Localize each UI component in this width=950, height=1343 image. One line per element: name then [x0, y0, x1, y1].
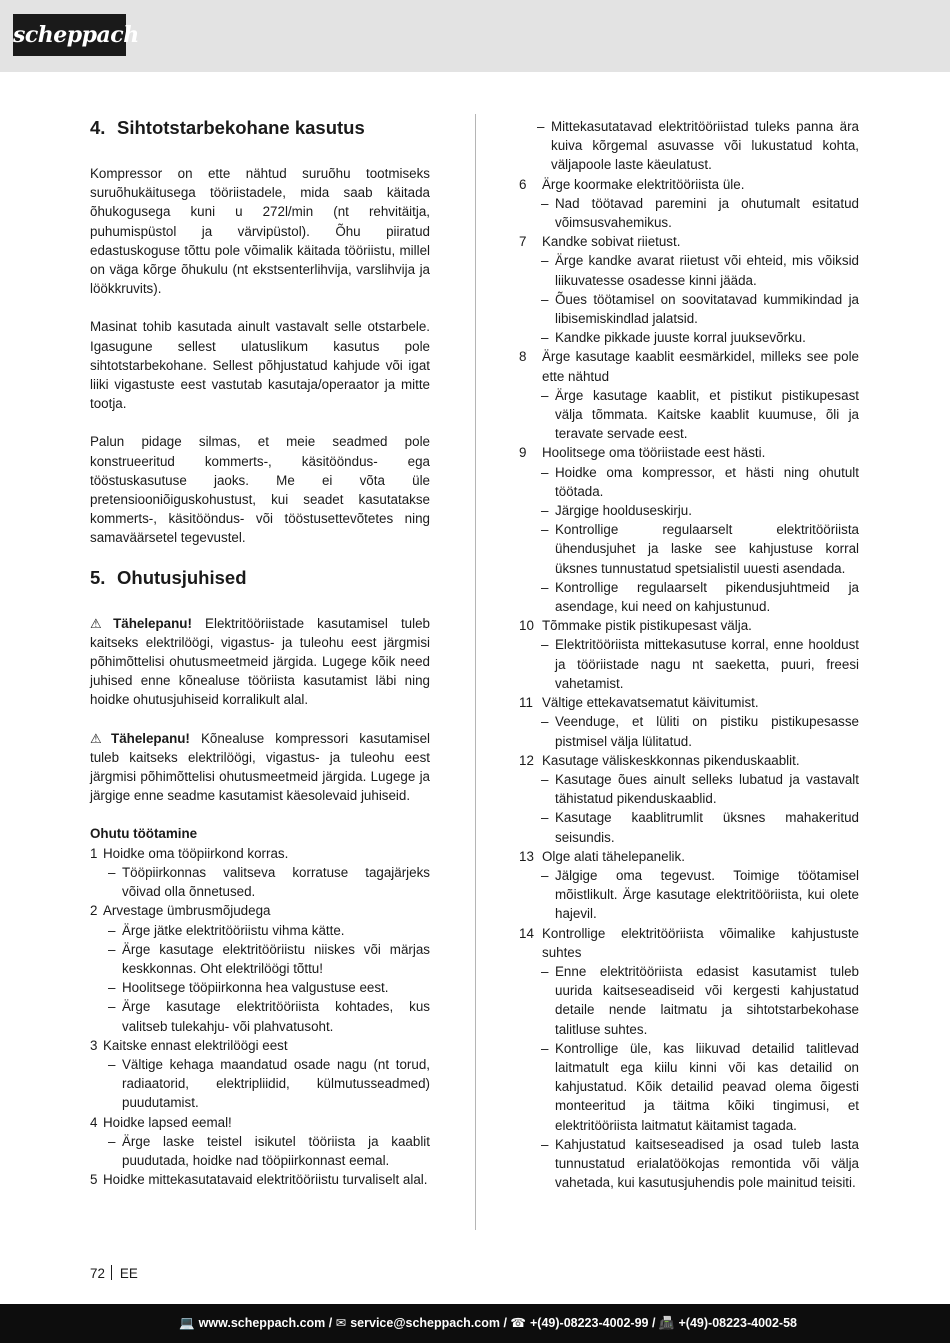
- section-5-heading: 5. Ohutusjuhised: [90, 566, 247, 588]
- safe-work-subheading: Ohutu töötamine: [90, 826, 198, 842]
- list-item-text: Arvestage ümbrusmõjudega: [103, 903, 271, 919]
- list-subitem: – Kasutage kaablitrumlit üksnes mahakeritud seisundis.: [519, 808, 859, 846]
- list-subitem-text: Kandke pikkade juuste korral juuksevõrku.: [555, 330, 806, 346]
- list-subitem-text: Ärge kasutage elektritööriista kohtades, kus valitseb tulekahju- või plahvatusoht.: [122, 999, 430, 1034]
- right-column: [519, 117, 859, 1192]
- list-item: [519, 175, 859, 194]
- list-subitem: – Mittekasutatavad elektritööriistad tuleks panna ära kuiva kõrgemal asuvasse või lukustatud kohta, väljapoole laste käeulatust.: [537, 119, 859, 173]
- list-item-number: 14: [519, 925, 534, 941]
- list-subitem: – Ärge kasutage kaablit, et pistikut pistikupesast välja tõmmata. Kaitske kaablit kuumuse, õli ja teravate servade eest.: [519, 386, 859, 444]
- list-item-text: Kandke sobivat riietust.: [542, 234, 681, 250]
- list-subitem: – Veenduge, et lüliti on pistiku pistikupesasse pistmisel välja lülitatud.: [519, 712, 859, 750]
- list-subitem: – Nad töötavad paremini ja ohutumalt esitatud võimsusvahemikus.: [519, 194, 859, 232]
- list-subitem-text: Kontrollige regulaarselt pikendusjuhtmeid ja asendage, kui need on kahjustunud.: [555, 579, 859, 615]
- list-item: [519, 693, 859, 712]
- list-subitem: – Enne elektritööriista edasist kasutamist tuleb uurida kaitseseadiseid või kergesti kahjustatud detaile nende laitmatu ja sihtotstarbekohase talitluse suhtes.: [519, 962, 859, 1039]
- warning-paragraph-1: ⚠ Tähelepanu! Elektritööriistade kasutamisel tuleb kaitseks elektrilöögi, vigastus- ja tuleohu eest järgmisi põhimõttelisi ohutusmeetmeid järgida. Lugege kõik need juhised enne kõnealuse tööriista kasutamist läbi ning hoidke ohutusjuhiseid korralikult alal.: [90, 615, 431, 708]
- email-link[interactable]: service@scheppach.com /: [350, 1316, 507, 1330]
- phone-number: +(49)-08223-4002-99 /: [530, 1316, 656, 1330]
- list-subitem: – Vältige kehaga maandatud osade nagu (nt torud, radiaatorid, elektripliidid, külmutusseadmed) puudutamist.: [90, 1055, 430, 1113]
- list-subitem-text: Jälgige oma tegevust. Toimige töötamisel mõistlikult. Ärge kasutage elektritööriista, kui olete hajevil.: [555, 867, 859, 922]
- list-item-number: 1: [90, 845, 98, 861]
- list-item: [90, 901, 430, 920]
- safety-list-left: [90, 844, 430, 1190]
- mail-icon: ✉: [335, 1316, 347, 1330]
- list-subitem-text: Enne elektritööriista edasist kasutamist tuleb uurida kaitseseadiseid või kergesti kahjustatud detaile nende laitmatu ja sihtotstarbekohase talitluse suhtes.: [555, 963, 859, 1037]
- fax-number: +(49)-08223-4002-58: [678, 1316, 797, 1330]
- page-number: 72: [90, 1266, 105, 1281]
- warning-triangle-icon: ⚠: [90, 730, 110, 746]
- page-footer: [90, 1264, 138, 1283]
- phone-icon: ☎: [510, 1316, 526, 1330]
- list-subitem-text: Kasutage õues ainult selleks lubatud ja vastavalt tähistatud pikenduskaablid.: [555, 771, 859, 807]
- list-subitem-text: Tööpiirkonnas valitseva korratuse tagajärjeks võivad olla õnnetused.: [122, 864, 430, 900]
- list-subitem: – Ärge kasutage elektritööriista kohtades, kus valitseb tulekahju- või plahvatusoht.: [90, 997, 430, 1035]
- section-4-heading: 4. Sihtotstarbekohane kasutus: [90, 117, 365, 138]
- list-subitem: – Hoidke oma kompressor, et hästi ning ohutult töötada.: [519, 463, 859, 501]
- list-item-number: 2: [90, 903, 98, 919]
- list-subitem-text: Järgige hoolduseskirju.: [555, 503, 692, 519]
- website-link[interactable]: www.scheppach.com /: [198, 1316, 333, 1330]
- list-subitem-text: Kahjustatud kaitseseadised ja osad tuleb lasta tunnustatud erialatöökojas remontida või välja vahetada, kui kasutusjuhendis pole mainitud teisiti.: [555, 1136, 859, 1191]
- list-item-number: 12: [519, 752, 534, 768]
- list-item: [90, 1170, 430, 1189]
- list-item: [519, 443, 859, 462]
- list-item-text: Kontrollige elektritööriista võimalike kahjustuste suhtes: [542, 925, 859, 960]
- list-item: [90, 1036, 430, 1055]
- footer-separator: [111, 1265, 112, 1280]
- list-item: [519, 751, 859, 770]
- list-subitem: – Kasutage õues ainult selleks lubatud ja vastavalt tähistatud pikenduskaablid.: [519, 770, 859, 808]
- list-subitem-text: Hoolitsege tööpiirkonna hea valgustuse eest.: [122, 980, 389, 996]
- list-subitem-text: Kontrollige regulaarselt elektritööriista ühendusjuhet ja laske see kahjustuse korral üksnes tunnustatud spetsialistil uuesti asendada.: [555, 522, 859, 576]
- list-item-text: Kaitske ennast elektrilöögi eest: [103, 1037, 288, 1053]
- list-item-text: Ärge koormake elektritööriista üle.: [542, 176, 745, 192]
- list-item-text: Tõmmake pistik pistikupesast välja.: [542, 618, 752, 634]
- list-item-text: Olge alati tähelepanelik.: [542, 848, 685, 864]
- intended-use-paragraph-2: Masinat tohib kasutada ainult vastavalt selle otstarbele. Igasugune sellest ulatuslikum kasutus pole sihtotstarbekohane. Sellest põhjustatud kahjude või igat liiki vigastuste eest vastutab kasutaja/operaator ja mitte tootja.: [90, 319, 430, 412]
- left-column: [90, 117, 430, 1189]
- list-item: [519, 924, 859, 962]
- list-subitem-text: Ärge laske teistel isikutel tööriista ja kaablit puudutada, hoidke nad tööpiirkonnast eemal.: [122, 1133, 430, 1168]
- list-subitem: – Kontrollige regulaarselt pikendusjuhtmeid ja asendage, kui need on kahjustunud.: [519, 578, 859, 616]
- list-item-text: Kasutage väliskeskkonnas pikenduskaablit.: [542, 752, 800, 768]
- list-item: [90, 844, 430, 863]
- list-item: [519, 232, 859, 251]
- list-item-number: 5: [90, 1172, 98, 1188]
- list-subitem-text: Vältige kehaga maandatud osade nagu (nt torud, radiaatorid, elektripliidid, külmutusseadmed) puudutamist.: [122, 1056, 430, 1111]
- list-item-number: 8: [519, 349, 527, 365]
- warning-paragraph-2: ⚠ Tähelepanu! Kõnealuse kompressori kasutamisel tuleb kaitseks elektrilöögi, vigastus- ja tuleohu eest järgmisi põhimõttelisi ohutusmeetmeid järgida. Lugege ja järgige enne seadme kasutamist käesolevaid juhiseid.: [90, 730, 431, 804]
- language-code: EE: [119, 1266, 138, 1281]
- list-subitem-text: Ärge kandke avarat riietust või ehteid, mis võiksid liikuvatesse osadesse kinni jääda.: [555, 253, 859, 288]
- list-subitem: – Elektritööriista mittekasutuse korral, enne hooldust ja tööriistade nagu nt saeketta, puuri, freesi vahetamist.: [519, 635, 859, 693]
- list-item: [90, 1113, 430, 1132]
- column-divider: [475, 114, 476, 1230]
- list-item: [519, 616, 859, 635]
- list-subitem: – Kontrollige regulaarselt elektritööriista ühendusjuhet ja laske see kahjustuse korral üksnes tunnustatud spetsialistil uuesti asendada.: [519, 520, 859, 578]
- scheppach-logo: scheppach: [13, 14, 126, 56]
- list-subitem: – Ärge laske teistel isikutel tööriista ja kaablit puudutada, hoidke nad tööpiirkonnast eemal.: [90, 1132, 430, 1170]
- header-bar: [0, 0, 950, 72]
- list-subitem: – Ärge kandke avarat riietust või ehteid, mis võiksid liikuvatesse osadesse kinni jääda.: [519, 251, 859, 289]
- list-subitem: – Kontrollige üle, kas liikuvad detailid talitlevad laitmatult ega kiilu kinni või kas detailid on kahjustatud. Kõik detailid peavad olema õigesti monteeritud ja täitma kõiki tingimusi, et elektritööriista laitmatut käitamist tagada.: [519, 1039, 859, 1135]
- safety-list-right: [519, 175, 859, 1193]
- list-subitem-text: Ärge jätke elektritööriistu vihma kätte.: [122, 922, 345, 938]
- list-item-number: 13: [519, 848, 534, 864]
- list-item-text: Hoidke oma tööpiirkond korras.: [103, 845, 289, 861]
- list-item-text: Hoolitsege oma tööriistade eest hästi.: [542, 445, 766, 461]
- list-subitem-text: Veenduge, et lüliti on pistiku pistikupesasse pistmisel välja lülitatud.: [555, 714, 859, 749]
- intended-use-paragraph-3: Palun pidage silmas, et meie seadmed pole konstrueeritud kommerts-, käsitööndus- ega tööstuskasutuse jaoks. Me ei võta üle pretensiooniõiguskohustust, kui seadet kasutatakse kommerts-, käsitööndus- või tööstusettevõtetes ning samaväärsetel tegevustel.: [90, 434, 430, 546]
- list-subitem: – Ärge kasutage elektritööriistu niiskes või märjas keskkonnas. Oht elektrilöögi tõttu!: [90, 940, 430, 978]
- list-subitem-text: Hoidke oma kompressor, et hästi ning ohutult töötada.: [555, 464, 859, 499]
- list-item-text: Hoidke lapsed eemal!: [103, 1114, 232, 1130]
- fax-icon: 📠: [658, 1316, 675, 1330]
- list-subitem: – Kandke pikkade juuste korral juuksevõrku.: [519, 328, 859, 347]
- list-item-number: 11: [519, 695, 533, 711]
- list-item-number: 7: [519, 234, 527, 250]
- list-item-number: 10: [519, 618, 534, 634]
- computer-icon: 💻: [179, 1316, 195, 1330]
- intended-use-paragraph-1: Kompressor on ette nähtud suruõhu tootmiseks suruõhukäitusega tööriistadele, mida saab käitada õhukogusega kuni u 272l/min (nt rehvitäitja, puhumispüstol ja värvipüstol). Õhu piiratud edastuskoguse tõttu pole võimalik käitada tööriistu, millel on väga kõrge õhukulu (nt ekstsenterlihvija, varslihvija ja löökkruvits).: [90, 166, 430, 297]
- list-item-number: 9: [519, 445, 527, 461]
- contact-line: [179, 1304, 797, 1343]
- list-subitem: – Jälgige oma tegevust. Toimige töötamisel mõistlikult. Ärge kasutage elektritööriista, kui olete hajevil.: [519, 866, 859, 924]
- list-item-text: Ärge kasutage kaablit eesmärkidel, milleks see pole ette nähtud: [542, 349, 859, 384]
- list-item: [519, 847, 859, 866]
- list-subitem-text: Ärge kasutage kaablit, et pistikut pistikupesast välja tõmmata. Kaitske kaablit kuumuse, õli ja teravate servade eest.: [555, 387, 859, 442]
- list-subitem: – Järgige hoolduseskirju.: [519, 501, 859, 520]
- list-item-number: 4: [90, 1114, 98, 1130]
- list-subitem: – Õues töötamisel on soovitatavad kummikindad ja libisemiskindlad jalatsid.: [519, 290, 859, 328]
- list-item-number: 3: [90, 1037, 98, 1053]
- list-subitem-text: Elektritööriista mittekasutuse korral, enne hooldust ja tööriistade nagu nt saeketta, puuri, freesi vahetamist.: [555, 637, 859, 691]
- warning-triangle-icon: ⚠: [90, 615, 112, 631]
- list-item-text: Hoidke mittekasutatavaid elektritööriistu turvaliselt alal.: [103, 1172, 428, 1188]
- list-subitem-text: Nad töötavad paremini ja ohutumalt esitatud võimsusvahemikus.: [555, 195, 859, 231]
- list-subitem: – Tööpiirkonnas valitseva korratuse tagajärjeks võivad olla õnnetused.: [90, 863, 430, 901]
- list-subitem: – Ärge jätke elektritööriistu vihma kätte.: [90, 921, 430, 940]
- list-item-number: 6: [519, 176, 527, 192]
- list-item: [519, 347, 859, 385]
- list-subitem: – Kahjustatud kaitseseadised ja osad tuleb lasta tunnustatud erialatöökojas remontida või välja vahetada, kui kasutusjuhendis pole mainitud teisiti.: [519, 1135, 859, 1193]
- list-item-text: Vältige ettekavatsematut käivitumist.: [542, 695, 759, 711]
- contact-bar: [0, 1304, 950, 1343]
- list-subitem-text: Kasutage kaablitrumlit üksnes mahakeritud seisundis.: [555, 810, 859, 845]
- list-subitem: – Hoolitsege tööpiirkonna hea valgustuse eest.: [90, 978, 430, 997]
- list-subitem-text: Õues töötamisel on soovitatavad kummikindad ja libisemiskindlad jalatsid.: [555, 291, 859, 327]
- list-subitem-text: Ärge kasutage elektritööriistu niiskes või märjas keskkonnas. Oht elektrilöögi tõttu!: [122, 941, 430, 976]
- list-subitem-text: Kontrollige üle, kas liikuvad detailid talitlevad laitmatult ega kiilu kinni või kas detailid on kahjustatud. Kõik detailid peavad olema õigesti monteeritud ja täitma kõiki tingimusi, et elektritööriista laitmatut käitamist tagada.: [555, 1040, 859, 1133]
